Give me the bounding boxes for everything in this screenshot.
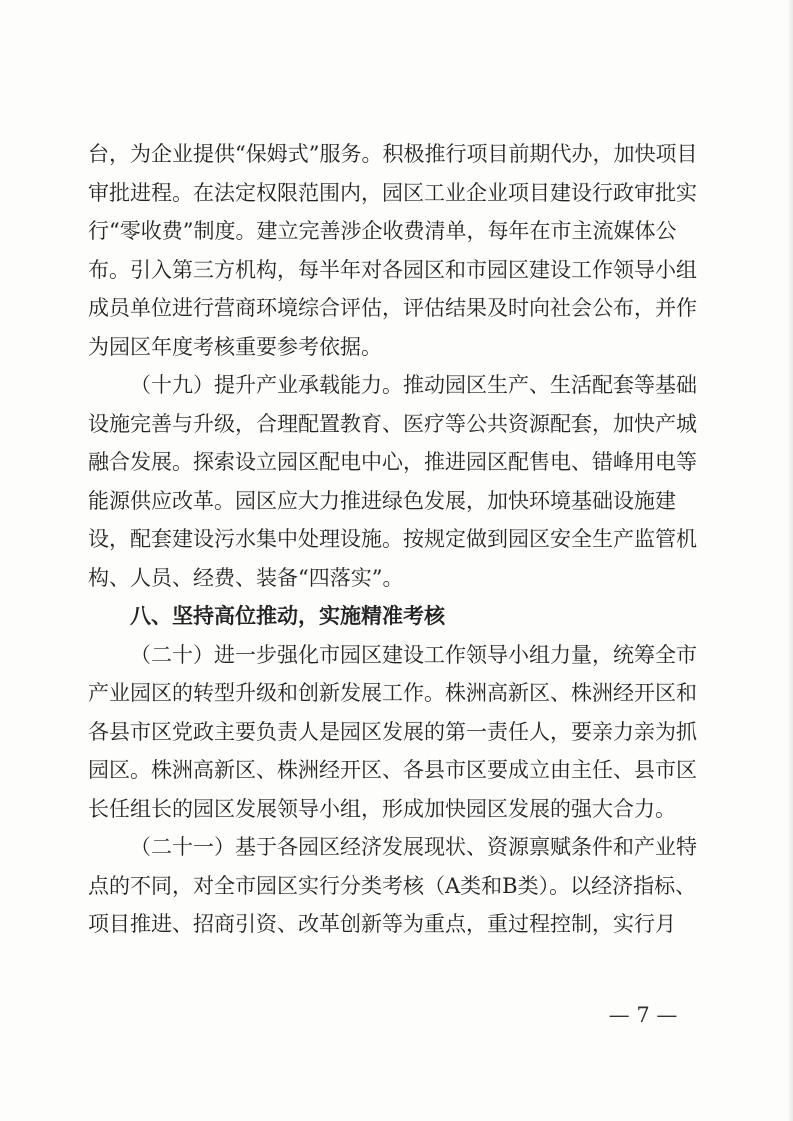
paragraph-20: （二十）进一步强化市园区建设工作领导小组力量，统筹全市产业园区的转型升级和创新发展工作。株洲高新区、株洲经开区和各县市区党政主要负责人是园区发展的第一责任人，要亲力亲为抓园区。株洲高新区、株洲经开区、各县市区要成立由主任、县市区长任组长的园区发展领导小组，形成加快园区发展的强大合力。 [88, 642, 697, 821]
paragraph-21: （二十一）基于各园区经济发展现状、资源禀赋条件和产业特点的不同，对全市园区实行分类考核（A类和B类）。以经济指标、项目推进、招商引资、改革创新等为重点，重过程控制，实行月 [88, 835, 697, 936]
page-edge [787, 0, 793, 1121]
document-body [88, 135, 704, 944]
paragraph-continuation: 台，为企业提供“保姆式”服务。积极推行项目前期代办，加快项目审批进程。在法定权限范围内，园区工业企业项目建设行政审批实行“零收费”制度。建立完善涉企收费清单，每年在市主流媒体公布。引入第三方机构，每半年对各园区和市园区建设工作领导小组成员单位进行营商环境综合评估，评估结果及时向社会公布，并作为园区年度考核重要参考依据。 [88, 142, 698, 359]
section-heading: 八、坚持高位推动，实施精准考核 [130, 604, 445, 628]
paragraph-19: （十九）提升产业承载能力。推动园区生产、生活配套等基础设施完善与升级，合理配置教育、医疗等公共资源配套，加快产城融合发展。探索设立园区配电中心，推进园区配售电、错峰用电等能源供应改革。园区应大力推进绿色发展，加快环境基础设施建设，配套建设污水集中处理设施。按规定做到园区安全生产监管机构、人员、经费、装备“四落实”。 [88, 373, 697, 590]
page-number: — 7 — [608, 1003, 678, 1027]
